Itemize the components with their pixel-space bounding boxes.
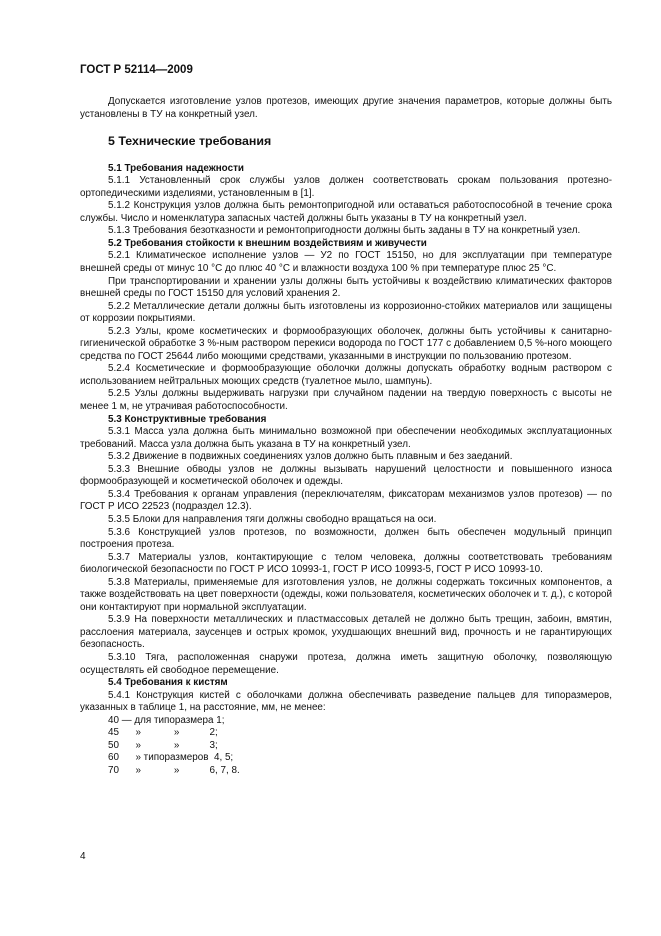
paragraph: Допускается изготовление узлов протезов, имеющих другие значения параметров, которые должны быть установлены в ТУ на конкретный узел. (80, 96, 612, 120)
paragraph: 5.3.6 Конструкцией узлов протезов, по возможности, должен быть обеспечен модульный принцип построения протеза. (80, 526, 612, 551)
list-item: 60 » типоразмеров 4, 5; (108, 752, 234, 764)
document-body (80, 96, 612, 777)
paragraph: 5.3.2 Движение в подвижных соединениях узлов должно быть плавным и без заеданий. (108, 451, 513, 463)
subsection-heading: 5.2 Требования стойкости к внешним воздействиям и живучести (108, 237, 427, 249)
list-item: 45 » » 2; (108, 727, 218, 739)
paragraph: 5.1.1 Установленный срок службы узлов должен соответствовать срокам пользования протезно-ортопедическими изделиями, установленным в [1]. (80, 175, 612, 199)
paragraph: 5.2.2 Металлические детали должны быть изготовлены из коррозионно-стойких материалов или защищены от коррозии покрытиями. (80, 300, 612, 325)
paragraph: 5.2.3 Узлы, кроме косметических и формообразующих оболочек, должны быть устойчивы к санитарно-гигиенической обработке 3 %-ным раствором перекиси водорода по ГОСТ 177 с добавлением 0,5 %-ного моющего средства по ГОСТ 25644 либо моющими средствами, указанными в инструкции по пользованию протезом. (80, 325, 612, 362)
page-header: ГОСТ Р 52114—2009 (80, 64, 193, 76)
paragraph: 5.4.1 Конструкция кистей с оболочками должна обеспечивать разведение пальцев для типоразмеров, указанных в таблице 1, на расстояние, мм, не менее: (80, 689, 612, 714)
paragraph: 5.1.2 Конструкция узлов должна быть ремонтопригодной или оставаться работоспособной в течение срока службы. Число и номенклатура запасных частей должны быть указаны в ТУ на конкретный узел. (80, 200, 612, 224)
list-item: 70 » » 6, 7, 8. (108, 764, 240, 776)
subsection-heading: 5.3 Конструктивные требования (108, 413, 267, 425)
paragraph: 5.3.7 Материалы узлов, контактирующие с телом человека, должны соответствовать требованиям биологической безопасности по ГОСТ Р ИСО 10993-1, ГОСТ Р ИСО 10993-5, ГОСТ Р ИСО 10993-10. (80, 551, 612, 576)
paragraph: 5.2.1 Климатическое исполнение узлов — У2 по ГОСТ 15150, но для эксплуатации при температуре внешней среды от минус 10 °С до плюс 40 °С и влажности воздуха 100 % при температуре плюс 25 °С. (80, 250, 612, 275)
page-number: 4 (80, 851, 86, 862)
section-heading: 5 Технические требования (108, 134, 272, 149)
subsection-heading: 5.4 Требования к кистям (108, 677, 228, 689)
paragraph: 5.3.8 Материалы, применяемые для изготовления узлов, не должны содержать токсичных компонентов, а также воздействовать на цвет поверхности (одежды, кожи пользователя, косметических оболочек и т. д.), с которой они контактируют при нормальной эксплуатации. (80, 576, 612, 613)
list-item: 40 — для типоразмера 1; (108, 714, 225, 726)
list-item: 50 » » 3; (108, 739, 218, 751)
paragraph: При транспортировании и хранении узлы должны быть устойчивы к воздействию климатических факторов внешней среды по ГОСТ 15150 для условий хранения 2. (80, 275, 612, 300)
paragraph: 5.3.10 Тяга, расположенная снаружи протеза, должна иметь защитную оболочку, позволяющую осуществлять ей свободное перемещение. (80, 651, 612, 676)
paragraph: 5.3.9 На поверхности металлических и пластмассовых деталей не должно быть трещин, забоин, вмятин, расслоения материала, заусенцев и острых кромок, ухудшающих внешний вид, прочность и не гарантирующих безопасность. (80, 614, 612, 651)
paragraph: 5.2.5 Узлы должны выдерживать нагрузки при случайном падении на твердую поверхность с высоты не менее 1 м, не утрачивая работоспособности. (80, 388, 612, 413)
paragraph: 5.3.4 Требования к органам управления (переключателям, фиксаторам механизмов узлов протезов) — по ГОСТ Р ИСО 22523 (подраздел 12.3). (80, 488, 612, 513)
paragraph: 5.1.3 Требования безотказности и ремонтопригодности должны быть заданы в ТУ на конкретный узел. (108, 225, 581, 237)
paragraph: 5.3.1 Масса узла должна быть минимально возможной при обеспечении необходимых эксплуатационных требований. Масса узла должна быть указана в ТУ на конкретный узел. (80, 426, 612, 450)
paragraph: 5.3.3 Внешние обводы узлов не должны вызывать нарушений целостности и повышенного износа формообразующей и косметической оболочек и одежды. (80, 463, 612, 488)
paragraph: 5.2.4 Косметические и формообразующие оболочки должны допускать обработку водным раствором с использованием нейтральных моющих средств (туалетное мыло, шампунь). (80, 363, 612, 387)
subsection-heading: 5.1 Требования надежности (108, 162, 244, 174)
paragraph: 5.3.5 Блоки для направления тяги должны свободно вращаться на оси. (108, 513, 437, 525)
